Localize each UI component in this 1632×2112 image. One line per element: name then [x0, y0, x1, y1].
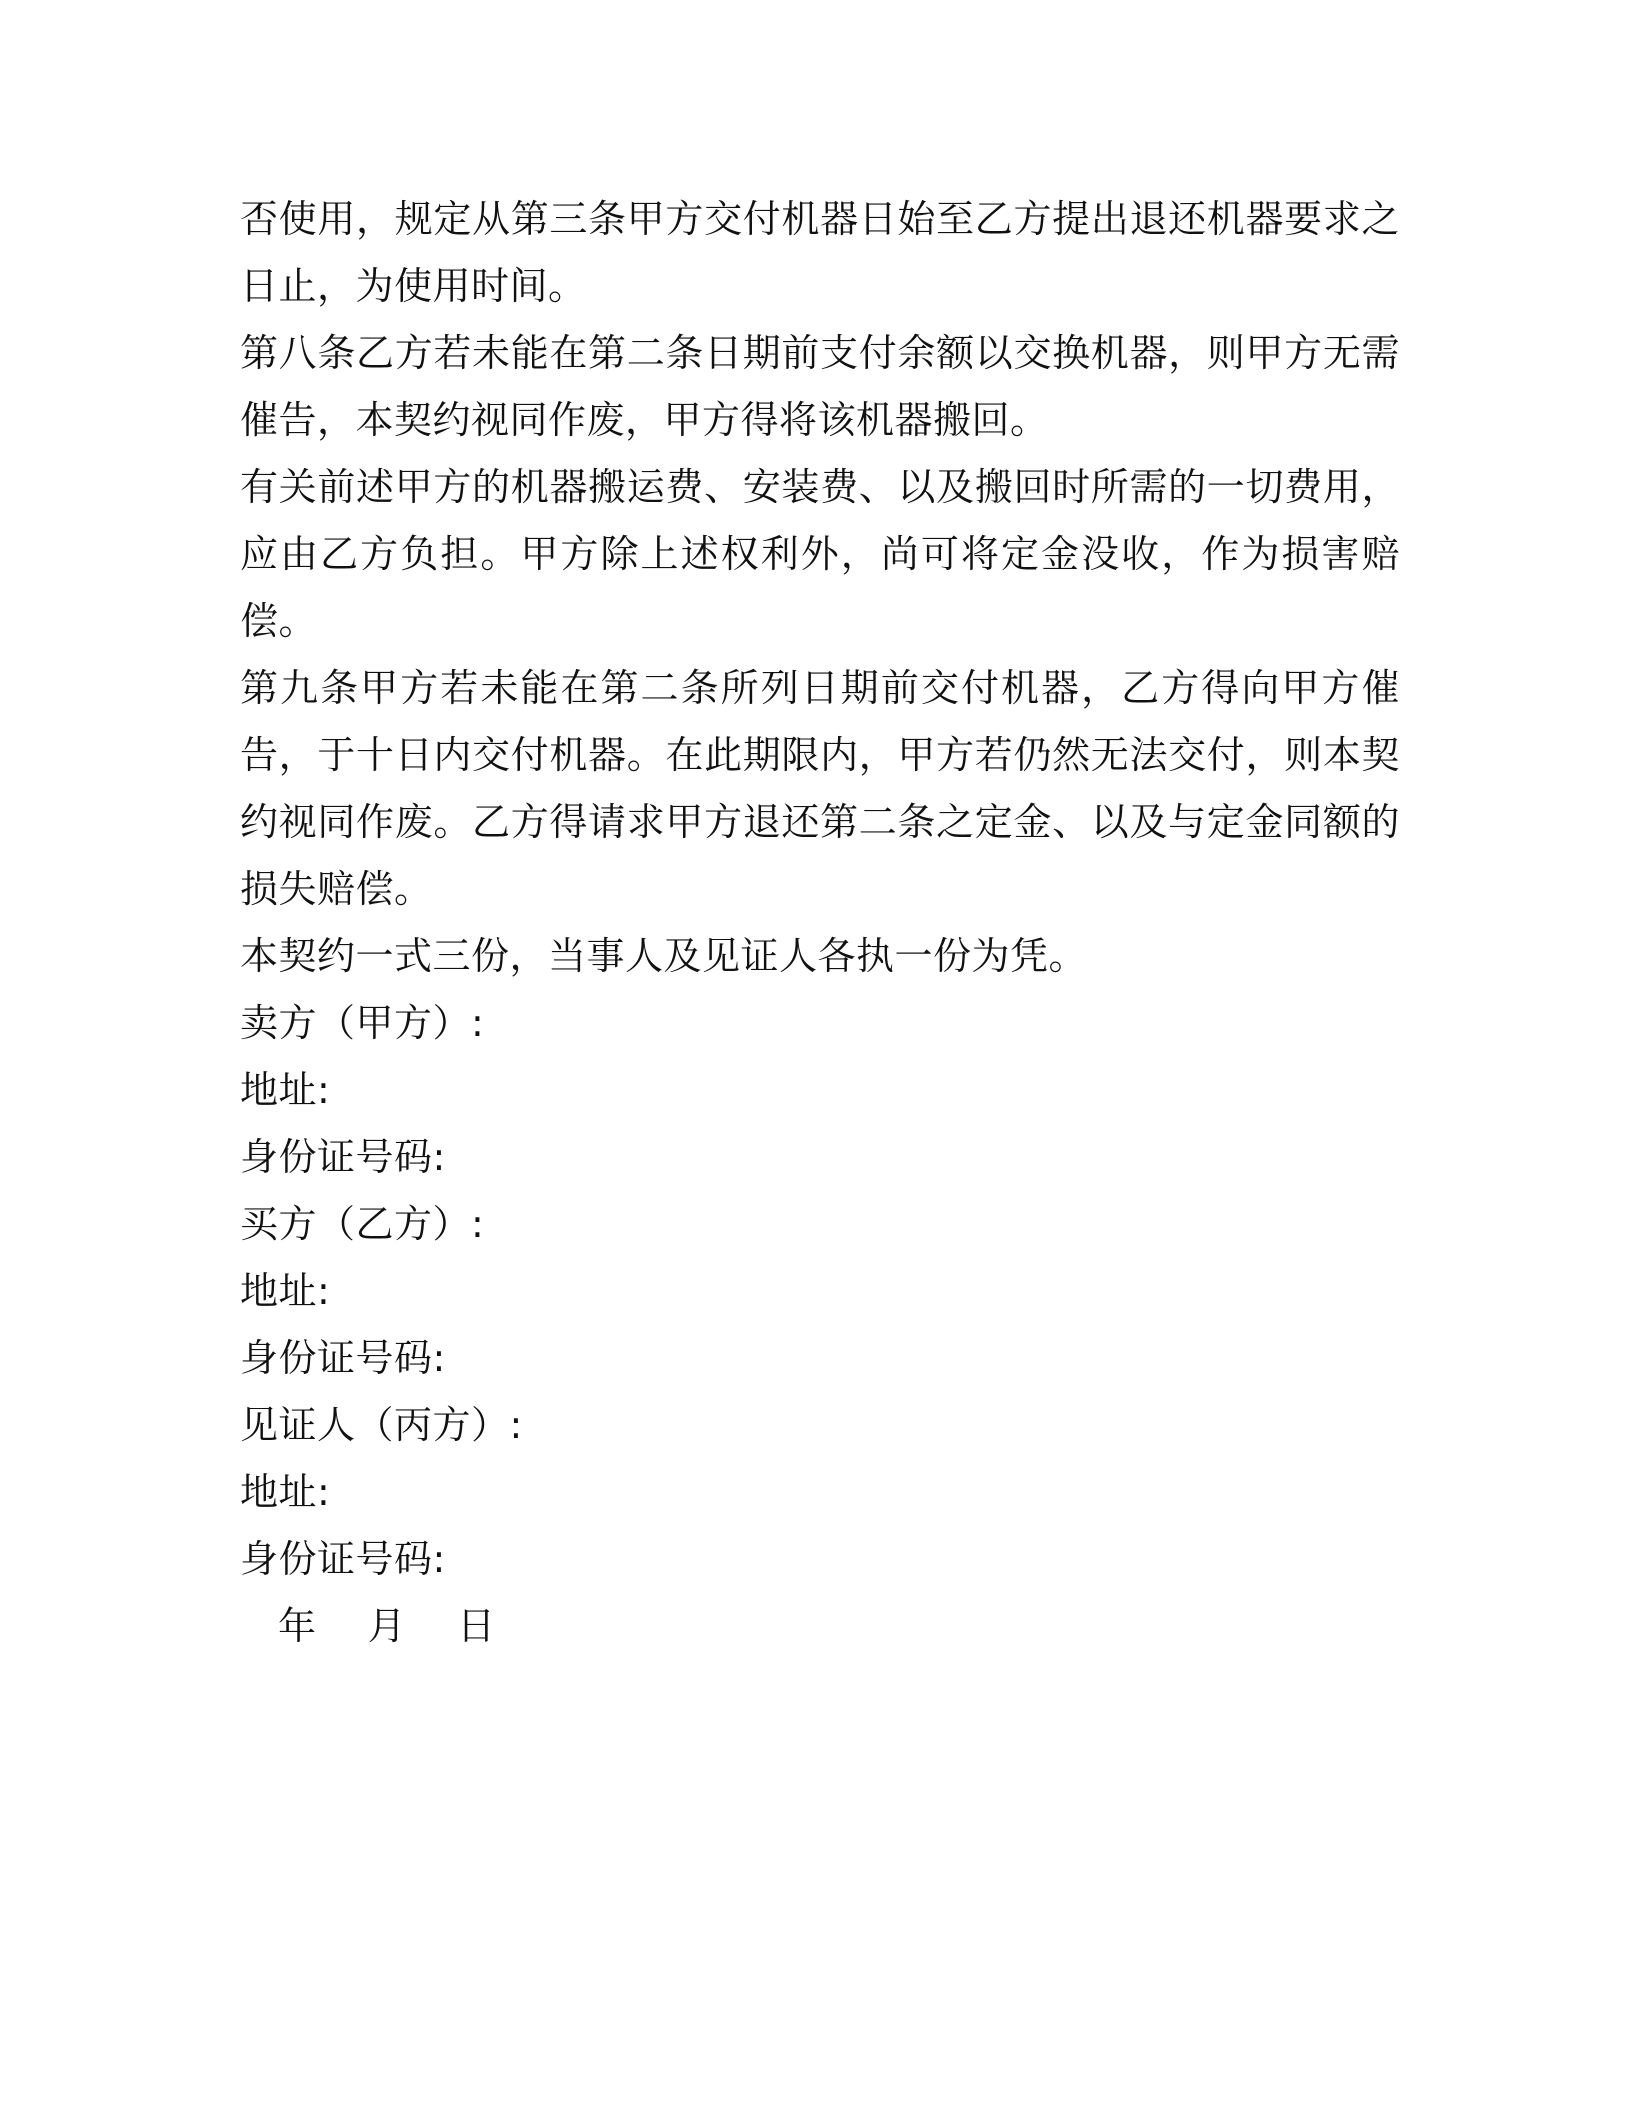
- witness-label: 见证人（丙方）:: [240, 1403, 523, 1447]
- witness-block: [240, 1392, 1400, 1593]
- paragraph-copies: 本契约一式三份，当事人及见证人各执一份为凭。: [240, 934, 1088, 978]
- witness-address-label: 地址:: [240, 1470, 331, 1514]
- buyer-id-label: 身份证号码:: [240, 1336, 446, 1380]
- date-line: 年 月 日: [278, 1604, 496, 1648]
- seller-id-label: 身份证号码:: [240, 1135, 446, 1179]
- paragraph-article-8: 第八条乙方若未能在第二条日期前支付余额以交换机器，则甲方无需催告，本契约视同作废，甲方得将该机器搬回。: [240, 331, 1400, 442]
- paragraph-article-9: 第九条甲方若未能在第二条所列日期前交付机器，乙方得向甲方催告，于十日内交付机器。在此期限内，甲方若仍然无法交付，则本契约视同作废。乙方得请求甲方退还第二条之定金、以及与定金同额的损失赔偿。: [240, 666, 1400, 911]
- seller-block: [240, 990, 1400, 1191]
- paragraph-usage-period: 否使用，规定从第三条甲方交付机器日始至乙方提出退还机器要求之日止，为使用时间。: [240, 197, 1400, 308]
- seller-address-label: 地址:: [240, 1068, 331, 1112]
- seller-label: 卖方（甲方）:: [240, 1001, 485, 1045]
- witness-id-label: 身份证号码:: [240, 1537, 446, 1581]
- buyer-address-label: 地址:: [240, 1269, 331, 1313]
- buyer-label: 买方（乙方）:: [240, 1202, 485, 1246]
- paragraph-transport-costs: 有关前述甲方的机器搬运费、安装费、以及搬回时所需的一切费用，应由乙方负担。甲方除上述权利外，尚可将定金没收，作为损害赔偿。: [240, 465, 1400, 643]
- buyer-block: [240, 1191, 1400, 1392]
- document-body: [240, 186, 1400, 1660]
